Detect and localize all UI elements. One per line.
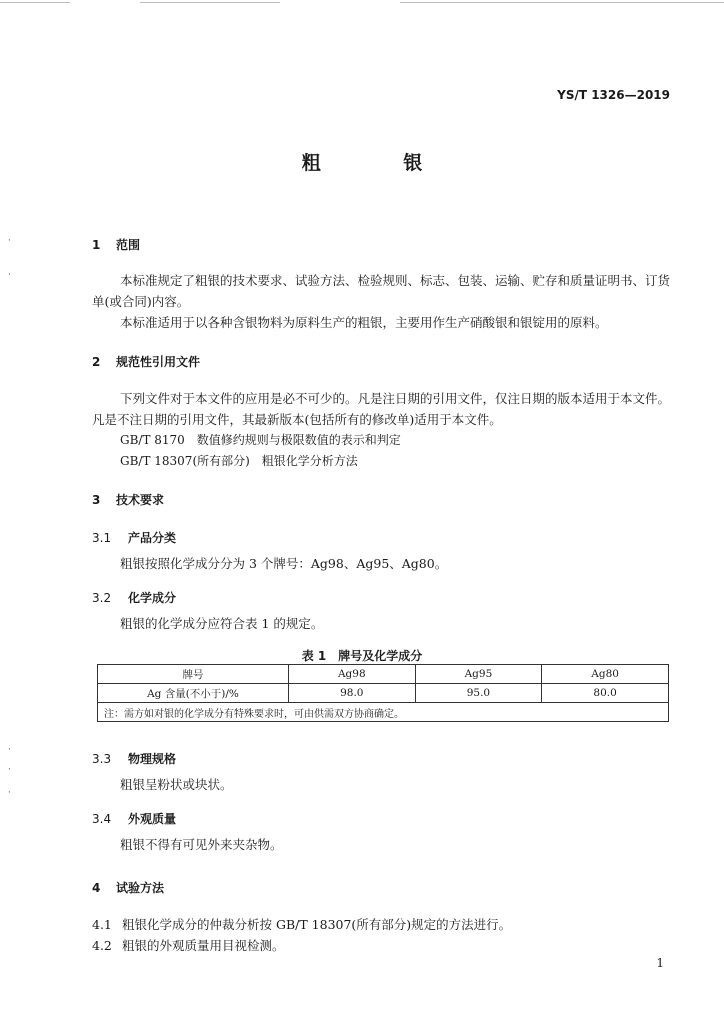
table-row [98,684,669,703]
section-heading-4: 4 试验方法 [92,881,165,895]
table-cell: 98.0 [289,684,416,703]
top-rule-mid [140,2,280,3]
clause-4-2: 4.2 粗银的外观质量用目视检测。 [92,938,285,953]
paragraph: 粗银不得有可见外来夹杂物。 [120,837,283,852]
table-cell: Ag98 [289,665,416,684]
composition-table [97,664,669,722]
reference-item: GB/T 8170 数值修约规则与极限数值的表示和判定 [120,433,401,447]
standard-number: YS/T 1326—2019 [557,88,670,102]
scan-mark: · [8,236,11,246]
section-heading-3: 3 技术要求 [92,493,165,507]
table-cell: 牌号 [98,665,289,684]
paragraph: 本标准适用于以各种含银物料为原料生产的粗银，主要用作生产硝酸银和银锭用的原料。 [120,315,608,330]
subsection-heading-3-1: 3.1 产品分类 [92,531,177,545]
table-note: 注：需方如对银的化学成分有特殊要求时，可由供需双方协商确定。 [98,703,669,722]
table-cell: Ag80 [542,665,669,684]
table-cell: 95.0 [415,684,542,703]
reference-item: GB/T 18307(所有部分) 粗银化学分析方法 [120,454,358,468]
scan-mark: · [8,788,11,798]
top-rule-left [0,2,70,3]
section-heading-1: 1 范围 [92,238,141,252]
subsection-heading-3-3: 3.3 物理规格 [92,752,177,766]
table-cell: Ag95 [415,665,542,684]
clause-4-1: 4.1 粗银化学成分的仲裁分析按 GB/T 18307(所有部分)规定的方法进行。 [92,917,512,932]
top-rule-right [400,2,724,3]
table-caption: 表 1 牌号及化学成分 [301,649,423,663]
document-title: 粗 银 [301,152,461,174]
paragraph: 下列文件对于本文件的应用是必不可少的。凡是注日期的引用文件，仅注日期的版本适用于本文件。凡是不注日期的引用文件，其最新版本(包括所有的修改单)适用于本文件。 [92,391,671,427]
scan-mark: · [8,745,11,755]
paragraph: 粗银按照化学成分分为 3 个牌号：Ag98、Ag95、Ag80。 [120,556,448,571]
paragraph: 本标准规定了粗银的技术要求、试验方法、检验规则、标志、包装、运输、贮存和质量证明书、订货单(或合同)内容。 [92,273,671,309]
scan-mark: · [8,765,11,775]
table-note-row [98,703,669,722]
paragraph: 粗银的化学成分应符合表 1 的规定。 [120,616,324,631]
table-header-row [98,665,669,684]
page-number: 1 [656,956,664,970]
subsection-heading-3-2: 3.2 化学成分 [92,591,177,605]
paragraph: 粗银呈粉状或块状。 [120,777,233,792]
table-cell: Ag 含量(不小于)/% [98,684,289,703]
section-heading-2: 2 规范性引用文件 [92,355,201,369]
scan-mark: · [8,270,11,280]
subsection-heading-3-4: 3.4 外观质量 [92,812,177,826]
table-cell: 80.0 [542,684,669,703]
